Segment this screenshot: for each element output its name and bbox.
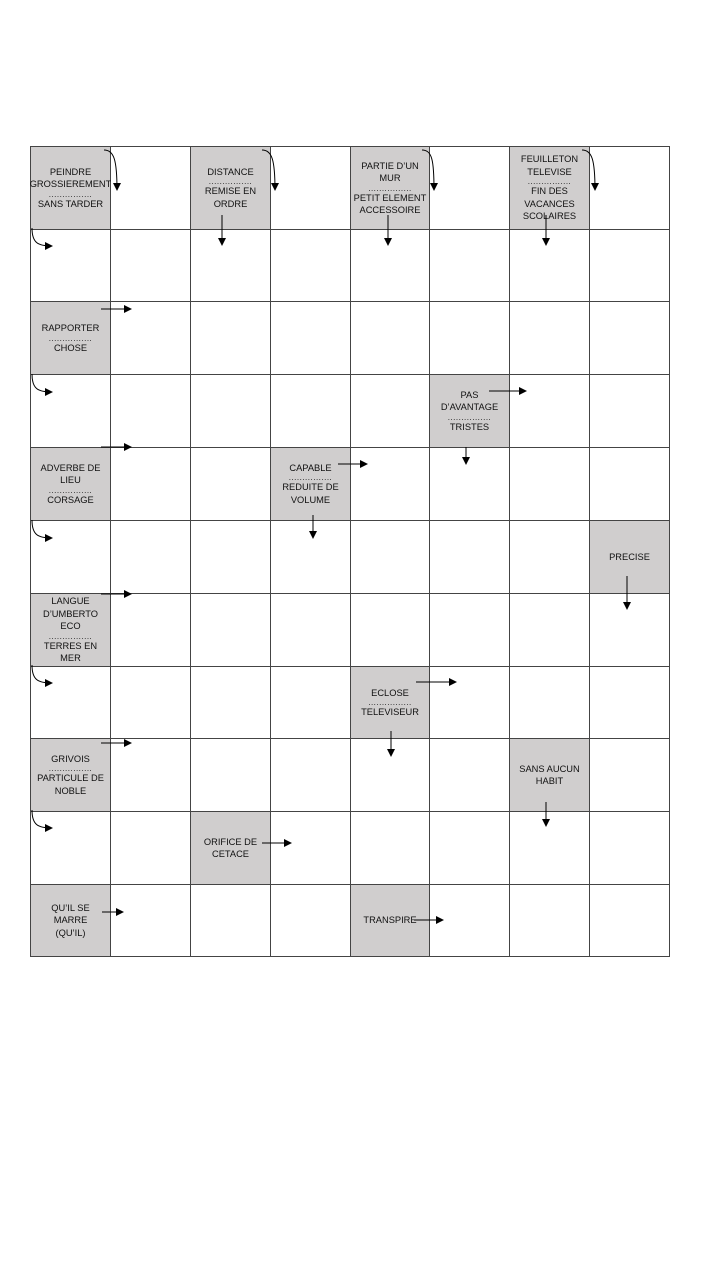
answer-cell[interactable] — [271, 521, 351, 594]
answer-cell[interactable] — [111, 302, 191, 375]
answer-cell[interactable] — [430, 521, 510, 594]
clue-cell-capable — [271, 448, 351, 521]
answer-cell[interactable] — [351, 739, 430, 812]
answer-cell[interactable] — [510, 302, 590, 375]
answer-cell[interactable] — [191, 302, 271, 375]
clue-text: SANS TARDER — [37, 198, 104, 209]
clue-separator: ................ — [48, 485, 93, 495]
answer-cell[interactable] — [430, 812, 510, 885]
answer-cell[interactable] — [430, 147, 510, 230]
clue-text: ADVERBE DE — [40, 462, 101, 473]
clue-cell-transpire — [351, 885, 430, 957]
clue-text: MUR — [379, 173, 401, 183]
answer-cell[interactable] — [111, 375, 191, 448]
answer-cell[interactable] — [271, 147, 351, 230]
answer-cell[interactable] — [351, 812, 430, 885]
answer-cell[interactable] — [191, 594, 271, 667]
clue-text: QU’IL SE — [51, 902, 90, 913]
clue-cell-rapporter — [31, 302, 111, 375]
clue-text: LANGUE — [51, 596, 90, 607]
clue-text: TRISTES — [449, 421, 490, 432]
clue-text: TELEVISE — [527, 166, 572, 177]
answer-cell[interactable] — [31, 667, 111, 739]
clue-text: FEUILLETON — [520, 154, 579, 165]
clue-cell-grivois — [31, 739, 111, 812]
clue-text: ACCESSOIRE — [359, 205, 421, 215]
answer-cell[interactable] — [590, 302, 670, 375]
clue-cell-sans-habit — [510, 739, 590, 812]
answer-cell[interactable] — [590, 230, 670, 302]
clue-separator: ................ — [208, 177, 253, 187]
clue-text: DISTANCE — [207, 166, 254, 177]
answer-cell[interactable] — [31, 521, 111, 594]
clue-text: TERRES EN MER — [43, 640, 98, 664]
clue-text: ECO — [60, 621, 81, 632]
answer-cell[interactable] — [351, 448, 430, 521]
answer-cell[interactable] — [351, 375, 430, 448]
answer-cell[interactable] — [111, 885, 191, 957]
answer-cell[interactable] — [430, 739, 510, 812]
clue-cell-precise — [590, 521, 670, 594]
clue-separator: ................ — [368, 698, 412, 707]
clue-separator: ................ — [288, 473, 333, 483]
clue-cell-peindre — [31, 147, 111, 230]
clue-cell-marre — [31, 885, 111, 957]
answer-cell[interactable] — [271, 885, 351, 957]
clue-text: PARTIE D’UN — [361, 160, 419, 171]
answer-cell[interactable] — [510, 521, 590, 594]
clue-text: TELEVISEUR — [361, 707, 419, 717]
answer-cell[interactable] — [191, 885, 271, 957]
answer-cell[interactable] — [271, 375, 351, 448]
clue-text: VACANCES — [524, 198, 575, 209]
clue-separator: ................ — [48, 764, 93, 774]
clue-separator: ................ — [527, 177, 572, 187]
answer-cell[interactable] — [191, 230, 271, 302]
clue-text: ORDRE — [213, 198, 248, 209]
answer-cell[interactable] — [271, 302, 351, 375]
answer-cell[interactable] — [430, 667, 510, 739]
clue-text: REMISE EN — [204, 186, 257, 197]
clue-text: ORIFICE DE — [203, 836, 258, 847]
clue-text: HABIT — [535, 776, 564, 786]
clue-text: FIN DES — [531, 186, 568, 197]
clue-text: CHOSE — [53, 342, 88, 353]
clue-cell-adverbe — [31, 448, 111, 521]
answer-cell[interactable] — [430, 594, 510, 667]
answer-cell[interactable] — [510, 667, 590, 739]
answer-cell[interactable] — [510, 594, 590, 667]
clue-separator: ................ — [48, 333, 93, 343]
answer-cell[interactable] — [271, 230, 351, 302]
answer-cell[interactable] — [111, 147, 191, 230]
clue-text: CAPABLE — [289, 462, 332, 473]
answer-cell[interactable] — [510, 885, 590, 957]
answer-cell[interactable] — [510, 375, 590, 448]
answer-cell[interactable] — [590, 375, 670, 448]
answer-cell[interactable] — [510, 230, 590, 302]
answer-cell[interactable] — [351, 594, 430, 667]
answer-cell[interactable] — [111, 739, 191, 812]
clue-separator: ................ — [447, 412, 492, 422]
answer-cell[interactable] — [590, 885, 670, 957]
answer-cell[interactable] — [191, 375, 271, 448]
answer-cell[interactable] — [510, 812, 590, 885]
clue-text: PRECISE — [609, 551, 650, 562]
answer-cell[interactable] — [271, 812, 351, 885]
answer-cell[interactable] — [31, 812, 111, 885]
answer-cell[interactable] — [111, 812, 191, 885]
clue-text: GROSSIEREMENT — [29, 179, 112, 190]
answer-cell[interactable] — [430, 885, 510, 957]
answer-cell[interactable] — [31, 375, 111, 448]
clue-cell-partie-mur — [351, 147, 430, 230]
answer-cell[interactable] — [590, 594, 670, 667]
clue-text: PARTICULE DE — [37, 773, 104, 784]
answer-cell[interactable] — [191, 448, 271, 521]
clue-cell-orifice — [191, 812, 271, 885]
answer-cell[interactable] — [191, 521, 271, 594]
clue-text: PAS — [460, 389, 479, 400]
clue-text: VOLUME — [290, 494, 331, 505]
clue-separator: ................ — [368, 183, 412, 193]
answer-cell[interactable] — [430, 302, 510, 375]
clue-cell-langue — [31, 594, 111, 667]
answer-cell[interactable] — [351, 302, 430, 375]
answer-cell[interactable] — [351, 521, 430, 594]
crossword-grid — [30, 146, 670, 957]
answer-cell[interactable] — [111, 594, 191, 667]
answer-cell[interactable] — [111, 667, 191, 739]
clue-text: PEINDRE — [49, 166, 92, 177]
clue-text: CETACE — [211, 849, 250, 859]
clue-text: LIEU — [60, 475, 81, 486]
clue-text: D’UMBERTO — [43, 608, 98, 619]
answer-cell[interactable] — [590, 448, 670, 521]
clue-text: NOBLE — [54, 785, 87, 796]
answer-cell[interactable] — [111, 448, 191, 521]
answer-cell[interactable] — [111, 521, 191, 594]
clue-text: ECLOSE — [371, 687, 409, 698]
clue-text: (QU’IL) — [55, 927, 86, 938]
clue-text: CORSAGE — [47, 494, 94, 505]
clue-text: SANS AUCUN — [519, 763, 580, 774]
answer-cell[interactable] — [510, 448, 590, 521]
answer-cell[interactable] — [351, 230, 430, 302]
answer-cell[interactable] — [111, 230, 191, 302]
clue-cell-distance — [191, 147, 271, 230]
clue-cell-pas-avantage — [430, 375, 510, 448]
clue-text: GRIVOIS — [51, 753, 90, 764]
clue-text: REDUITE DE — [282, 482, 339, 493]
answer-cell[interactable] — [191, 739, 271, 812]
answer-cell[interactable] — [590, 147, 670, 230]
clue-separator: ................ — [48, 189, 93, 199]
clue-cell-feuilleton — [510, 147, 590, 230]
clue-separator: ................ — [48, 631, 93, 641]
clue-text: MARRE — [53, 915, 88, 926]
clue-text: RAPPORTER — [41, 323, 100, 333]
answer-cell[interactable] — [430, 230, 510, 302]
answer-cell[interactable] — [590, 667, 670, 739]
clue-cell-eclose — [351, 667, 430, 739]
clue-text: TRANSPIRE — [363, 915, 417, 926]
answer-cell[interactable] — [31, 230, 111, 302]
answer-cell[interactable] — [271, 739, 351, 812]
answer-cell[interactable] — [271, 667, 351, 739]
answer-cell[interactable] — [590, 739, 670, 812]
clue-text: D’AVANTAGE — [440, 402, 499, 413]
answer-cell[interactable] — [191, 667, 271, 739]
clue-text: SCOLAIRES — [522, 211, 577, 222]
answer-cell[interactable] — [430, 448, 510, 521]
clue-text: PETIT ELEMENT — [353, 192, 427, 203]
answer-cell[interactable] — [271, 594, 351, 667]
answer-cell[interactable] — [590, 812, 670, 885]
